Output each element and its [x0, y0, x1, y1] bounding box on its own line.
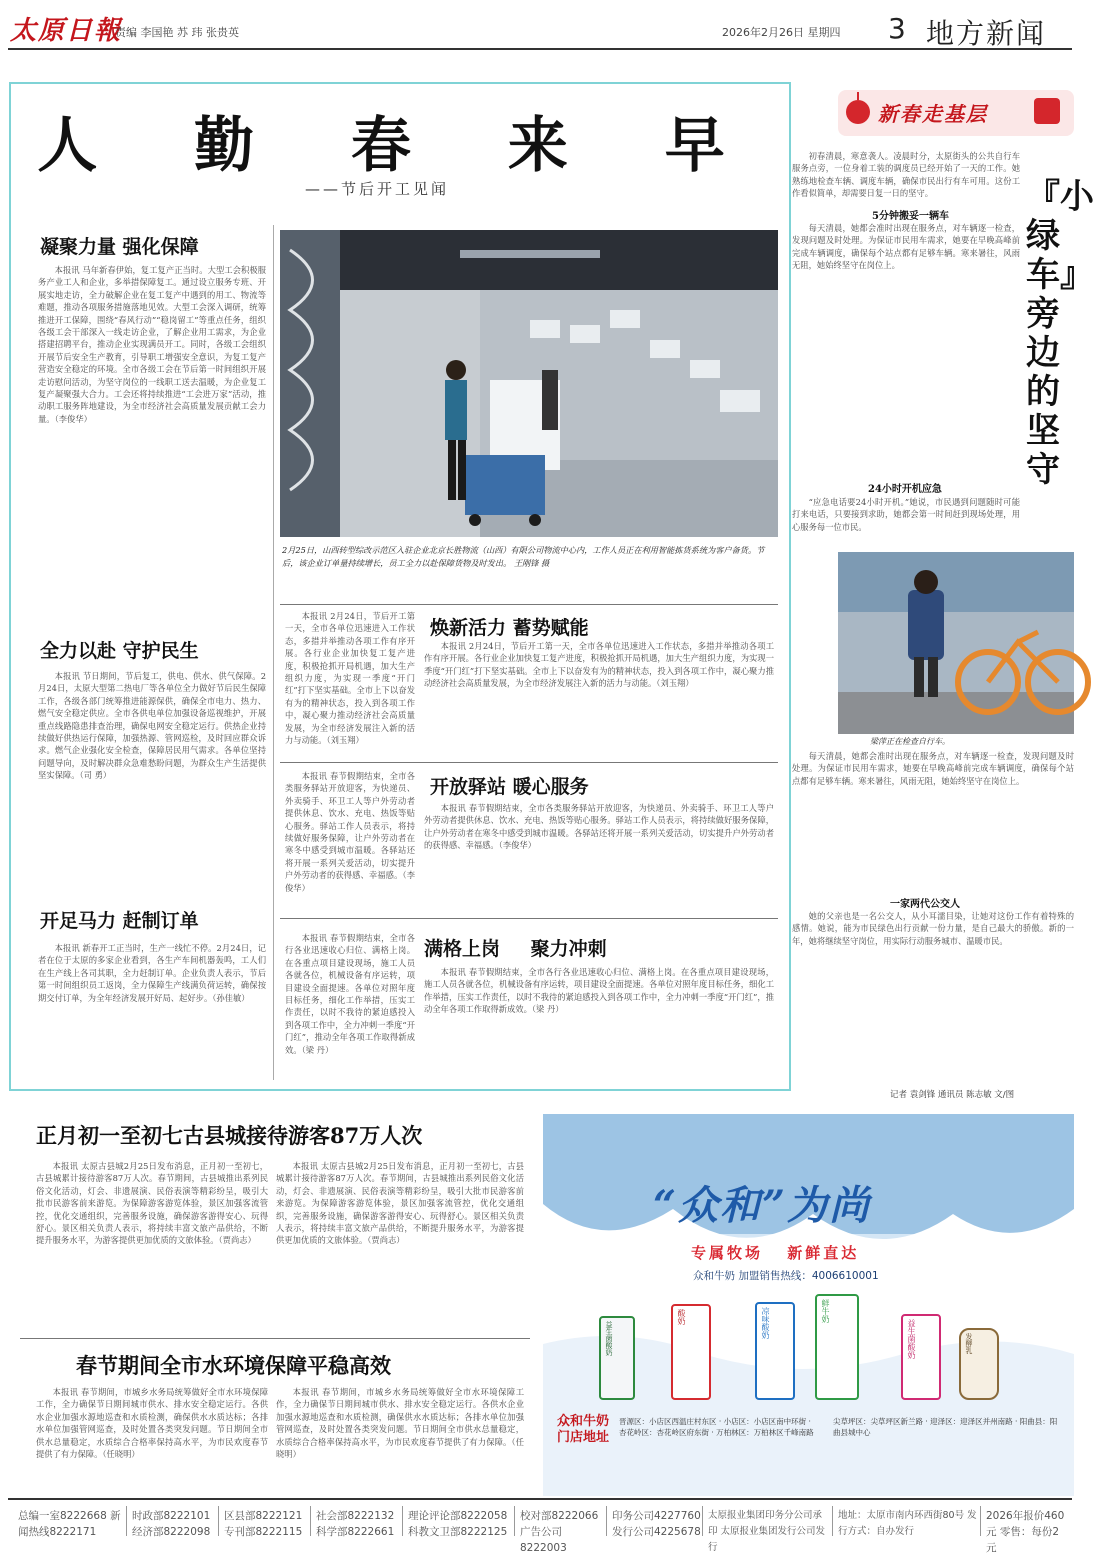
feature-subtitle: ——节后开工见闻: [305, 180, 450, 198]
footer-item: 总编一室8222668 新闻热线8222171: [18, 1510, 121, 1538]
headline-s3: 开足马力 赶制订单: [40, 910, 199, 932]
footer-item: 社会部8222132 科学部8222661: [316, 1510, 395, 1538]
headline-s9: 『小绿车』旁边的坚守: [1026, 177, 1094, 490]
subhead-s9-2: 24小时开机应急: [868, 484, 942, 495]
article-s9-part3: [792, 750, 1074, 890]
photo-caption: 2月25日，山西转型综改示范区入驻企业北京长胜物流（山西）有限公司物流中心内，工作人员正在利用智能拣货系统为客户备货。节后，该企业订单量持续增长，员工全力以赴保障货物及时发出。 王刚锋 摄: [282, 545, 765, 568]
article-s7-col1: [36, 1160, 268, 1332]
section-rule: [280, 604, 778, 605]
article-s9-text-5: 她的父亲也是一名公交人，从小耳濡目染，让她对这份工作有着特殊的感情。她说，能为市民绿色出行贡献一份力量，是自己最大的骄傲。新的一年，她将继续坚守岗位，用实际行动服务城市、温暖市民。: [792, 911, 1074, 946]
feature-title: 人 勤 春 来 早: [37, 111, 763, 181]
footer-item: 校对部8222066 广告公司8222003: [520, 1510, 599, 1554]
milk-advertisement: [543, 1114, 1074, 1496]
section-rule: [280, 918, 778, 919]
footer-item: 太原报业集团印务分公司承印 太原报业集团发行公司发行: [708, 1510, 826, 1553]
footer-item: 印务公司4227760 发行公司4225678: [612, 1510, 701, 1538]
footer-item: 时政部8222101 经济部8222098: [132, 1510, 211, 1538]
article-s9-part2: [792, 496, 1020, 544]
product-1-label: 益生菌酸奶: [605, 1321, 613, 1356]
newspaper-logo: 太原日報: [10, 16, 123, 46]
article-s8-text-1: 本报讯 春节期间，市城乡水务局统筹做好全市水环境保障工作，全力确保节日期间城市供水、排水安全稳定运行。各供水企业加强水源地巡查和水质检测，确保供水水质达标；各排水单位加强管网巡查，及时处置各类突发问题。节日期间全市供水总量稳定，水质综合合格率保持高水平，为市民欢度春节提供了有力保障。（任晓明）: [36, 1387, 268, 1460]
bike-caption: 梁萍正在检查自行车。: [870, 737, 950, 746]
footer-divider: [514, 1506, 515, 1536]
article-s9-text-2: 每天清晨，她都会准时出现在服务点，对车辆逐一检查，发现问题及时处理。为保证市民用车需求，她要在早晚高峰前完成车辆调度，确保每个站点都有足够车辆。寒来暑往，风雨无阻，她始终坚守在岗位上。: [792, 223, 1020, 271]
page-number: 3: [888, 12, 906, 45]
subhead-s9-3: 一家两代公交人: [890, 899, 960, 910]
subhead-s9-1: 5分钟搬妥一辆车: [872, 211, 949, 222]
article-s4-col2: [424, 640, 774, 740]
headline-s7: 正月初一至初七古县城接待游客87万人次: [36, 1123, 423, 1148]
footer-divider: [126, 1506, 127, 1536]
article-s5-col1: [285, 770, 415, 902]
article-s9-text-1: 初春清晨，寒意袭人。凌晨时分，太原街头的公共自行车服务点旁，一位身着工装的调度员已经开始了一天的工作。她熟练地检查车辆、调度车辆，确保市民出行有车可用。这份工作看似简单，却需要日复一日的坚守。: [792, 151, 1020, 199]
new-year-badge: [838, 84, 1074, 142]
footer-divider: [980, 1506, 981, 1536]
product-3: [755, 1302, 795, 1400]
product-4: [815, 1294, 859, 1400]
bike-photo-illustration: [838, 552, 1074, 734]
warehouse-photo: [280, 230, 778, 537]
store-list-right: 尖草坪区：尖草坪区新兰路 · 迎泽区：迎泽区并州南路 · 阳曲县：阳曲县城中心: [833, 1417, 1058, 1437]
article-s5-text-2: 本报讯 春节假期结束，全市各类服务驿站开放迎客，为快递员、外卖骑手、环卫工人等户外劳动者提供休息、饮水、充电、热饭等贴心服务。驿站工作人员表示，将持续做好服务保障，让户外劳动者在寒冬中感受到城市温暖。各驿站还将开展一系列关爱活动，切实提升户外劳动者的获得感、幸福感。（李俊华）: [424, 803, 774, 851]
article-s9-intro: [792, 150, 1020, 202]
bike-photo: [838, 552, 1074, 734]
footer-item: 区县部8222121 专刊部8222115: [224, 1510, 303, 1538]
column-divider: [273, 225, 274, 1080]
editors-line: 责编 李国艳 苏 玮 张贵英: [115, 26, 239, 39]
headline-s4: 焕新活力 蓄势赋能: [430, 617, 589, 639]
article-s9-text-3: “应急电话要24小时开机。”她说，市民遇到问题随时可能打来电话，只要接到求助，她都会第一时间赶到现场处理，用心服务每一位市民。: [792, 497, 1020, 532]
article-s1: [38, 264, 266, 622]
article-s5-col2: [424, 802, 774, 902]
product-1: [599, 1316, 635, 1400]
article-s4-col1: [285, 610, 415, 746]
article-s8-col2: [276, 1386, 524, 1486]
footer-divider: [606, 1506, 607, 1536]
article-s7-col2: [276, 1160, 524, 1332]
product-3-label: 凉味酸奶: [761, 1307, 770, 1339]
headline-s2: 全力以赴 守护民生: [40, 640, 199, 662]
section-rule: [20, 1338, 530, 1339]
footer-divider: [702, 1506, 703, 1536]
store-list-title: 众和牛奶门店地址: [557, 1414, 610, 1445]
article-s3-text: 本报讯 新春开工正当时，生产一线忙不停。2月24日，记者在位于太原的多家企业看到，各生产车间机器轰鸣，工人们在生产线上各司其职，全力赶制订单。企业负责人表示，节后第一时间组织员工返岗，全力保障生产线满负荷运转，确保按期交付订单，为全年经济发展开好局、起好步。（孙佳敏）: [38, 943, 266, 1003]
ad-background: [543, 1114, 1074, 1496]
article-s4-text-2: 本报讯 2月24日，节后开工第一天，全市各单位迅速进入工作状态，多措并举推动各项工作有序开展。各行业企业加快复工复产进度，积极抢抓开局机遇，加大生产组织力度，为实现一季度“开门红”打下坚实基础。全市上下以奋发有为的精神状态，投入到各项工作中，凝心聚力推动经济社会高质量发展，为全市经济发展注入新的活力与动能。（刘玉翔）: [424, 641, 774, 689]
ad-tagline: 专属牧场 新鲜直达: [691, 1244, 860, 1262]
article-s6-text-1: 本报讯 春节假期结束，全市各行各业迅速收心归位、满格上岗。在各重点项目建设现场，施工人员各就各位，机械设备有序运转，项目建设全面提速。各单位对照年度目标任务，细化工作举措，压实工作责任，以时不我待的紧迫感投入到各项工作中，全力冲刺一季度“开门红”，推动全年各项工作取得新成效。（梁 丹）: [285, 933, 415, 1055]
ad-slogan: “众和”为尚: [653, 1182, 872, 1229]
article-s4-text-1: 本报讯 2月24日，节后开工第一天，全市各单位迅速进入工作状态，多措并举推动各项工作有序开展。各行业企业加快复工复产进度，积极抢抓开局机遇，加大生产组织力度，为实现一季度“开门红”打下坚实基础。全市上下以奋发有为的精神状态，投入到各项工作中，凝心聚力推动经济社会高质量发展，为全市经济发展注入新的活力与动能。（刘玉翔）: [285, 611, 415, 746]
footer-divider: [218, 1506, 219, 1536]
product-5-label: 益生菌酸奶: [907, 1319, 916, 1359]
s9-byline: 记者 袁剑锋 通讯员 陈志敏 文/图: [890, 1090, 1015, 1100]
article-s2-text: 本报讯 节日期间，节后复工，供电、供水、供气保障。2月24日，太原大型第二热电厂等各单位全力做好节后民生保障工作，各级各部门统筹推进能源保供，确保全市电力、热力、燃气安全稳定供应。全市各供电单位加强设备巡视维护，开展重点线路隐患排查治理，确保电网安全稳定运行。供热企业持续做好供热运行保障，加强热源、管网巡检，及时回应群众诉求。燃气企业强化安全检查，保障居民用气需求。各单位坚持问题导向，及时解决群众急难愁盼问题，为群众生产生活提供坚实保障。（司 勇）: [38, 671, 266, 781]
store-list-left: 晋源区：小店区西温庄村东区 · 小店区：小店区南中环街 · 杏花岭区：杏花岭区府东街 · 万柏林区：万柏林区千峰南路: [619, 1417, 814, 1437]
article-s9-part4: [792, 910, 1074, 1080]
footer-item: 理论评论部8222058 科教文卫部8222125: [408, 1510, 508, 1538]
article-s8-text-2: 本报讯 春节期间，市城乡水务局统筹做好全市水环境保障工作，全力确保节日期间城市供水、排水安全稳定运行。各供水企业加强水源地巡查和水质检测，确保供水水质达标；各排水单位加强管网巡查，及时处置各类突发问题。节日期间全市供水总量稳定，水质综合合格率保持高水平，为市民欢度春节提供了有力保障。（任晓明）: [276, 1387, 524, 1460]
article-s2: [38, 670, 266, 900]
article-s3: [38, 942, 266, 1078]
product-4-label: 鲜牛奶: [821, 1299, 830, 1323]
issue-date: 2026年2月26日 星期四: [722, 26, 841, 39]
headline-s1: 凝聚力量 强化保障: [40, 236, 199, 258]
article-s7-text-1: 本报讯 太原古县城2月25日发布消息，正月初一至初七，古县城累计接待游客87万人次。春节期间，古县城推出系列民俗文化活动，灯会、非遗展演、民俗表演等精彩纷呈，吸引大批市民游客前来游览。为保障游客游览体验，景区加强客流管控，优化交通组织，完善服务设施，确保游客游得安心、玩得舒心。景区相关负责人表示，将持续丰富文旅产品供给，不断提升服务水平，为游客提供更加优质的文旅体验。（贾尚志）: [36, 1161, 268, 1246]
footer-bar: [8, 1498, 1072, 1554]
footer-divider: [310, 1506, 311, 1536]
product-2: [671, 1304, 711, 1400]
headline-s8: 春节期间全市水环境保障平稳高效: [76, 1353, 391, 1378]
article-s6-col2: [424, 966, 774, 1080]
headline-s5: 开放驿站 暖心服务: [430, 776, 589, 798]
product-5: [901, 1314, 941, 1400]
warehouse-photo-illustration: [280, 230, 778, 537]
article-s5-text-1: 本报讯 春节假期结束，全市各类服务驿站开放迎客，为快递员、外卖骑手、环卫工人等户外劳动者提供休息、饮水、充电、热饭等贴心服务。驿站工作人员表示，将持续做好服务保障，让户外劳动者在寒冬中感受到城市温暖。各驿站还将开展一系列关爱活动，切实提升户外劳动者的获得感、幸福感。（李俊华）: [285, 771, 415, 893]
masthead-rule: [8, 48, 1072, 50]
product-6-label: 发酵乳: [965, 1333, 973, 1354]
headline-s6: 满格上岗 聚力冲刺: [424, 938, 607, 960]
product-2-label: 酸奶: [677, 1309, 686, 1325]
article-s1-text: 本报讯 马年新春伊始，复工复产正当时。大型工会积极服务产业工人和企业，多举措保障复工。通过设立服务专班、开展实地走访，全力破解企业在复工复产中遇到的用工、物流等难题，推动各项服务措施落地见效。大型工会深入调研，统筹推进开工保障，围绕“春风行动”“稳岗留工”等重点任务，组织各级工会干部深入一线走访企业，了解企业用工需求，为企业搭建招聘平台，推动企业实现满员开工。同时，各级工会组织开展节后安全生产教育，引导职工增强安全意识，为复工复产营造安全稳定的环境。全市各级工会在节后第一时间组织开展走访慰问活动，为坚守岗位的一线职工送去温暖，为企业复工复产凝聚强大合力。工会还将持续推进“工会进万家”活动，推动职工服务阵地建设，为全市经济社会高质量发展贡献工会力量。（李俊华）: [38, 265, 266, 424]
badge-label: 新春走基层: [878, 102, 988, 126]
ad-hotline: 众和牛奶 加盟销售热线：4006610001: [693, 1270, 879, 1282]
footer-divider: [832, 1506, 833, 1536]
article-s9-part1: [792, 222, 1020, 472]
article-s8-col1: [36, 1386, 268, 1486]
article-s6-col1: [285, 932, 415, 1080]
section-rule: [280, 762, 778, 763]
article-s9-text-4: 每天清晨，她都会准时出现在服务点，对车辆逐一检查，发现问题及时处理。为保证市民用车需求，她要在早晚高峰前完成车辆调度，确保每个站点都有足够车辆。寒来暑往，风雨无阻，她始终坚守在岗位上。: [792, 751, 1074, 786]
footer-item: 2026年报价460元 零售：每份2元: [986, 1510, 1065, 1554]
article-s6-text-2: 本报讯 春节假期结束，全市各行各业迅速收心归位、满格上岗。在各重点项目建设现场，施工人员各就各位，机械设备有序运转，项目建设全面提速。各单位对照年度目标任务，细化工作举措，压实工作责任，以时不我待的紧迫感投入到各项工作中，全力冲刺一季度“开门红”，推动全年各项工作取得新成效。（梁 丹）: [424, 967, 774, 1015]
section-name: 地方新闻: [926, 17, 1047, 50]
footer-item: 地址：太原市南内环西街80号 发行方式：自办发行: [838, 1510, 977, 1537]
product-6: [959, 1328, 999, 1400]
footer-divider: [402, 1506, 403, 1536]
article-s7-text-2: 本报讯 太原古县城2月25日发布消息，正月初一至初七，古县城累计接待游客87万人次。春节期间，古县城推出系列民俗文化活动，灯会、非遗展演、民俗表演等精彩纷呈，吸引大批市民游客前来游览。为保障游客游览体验，景区加强客流管控，优化交通组织，完善服务设施，确保游客游得安心、玩得舒心。景区相关负责人表示，将持续丰富文旅产品供给，不断提升服务水平，为游客提供更加优质的文旅体验。（贾尚志）: [276, 1161, 524, 1246]
